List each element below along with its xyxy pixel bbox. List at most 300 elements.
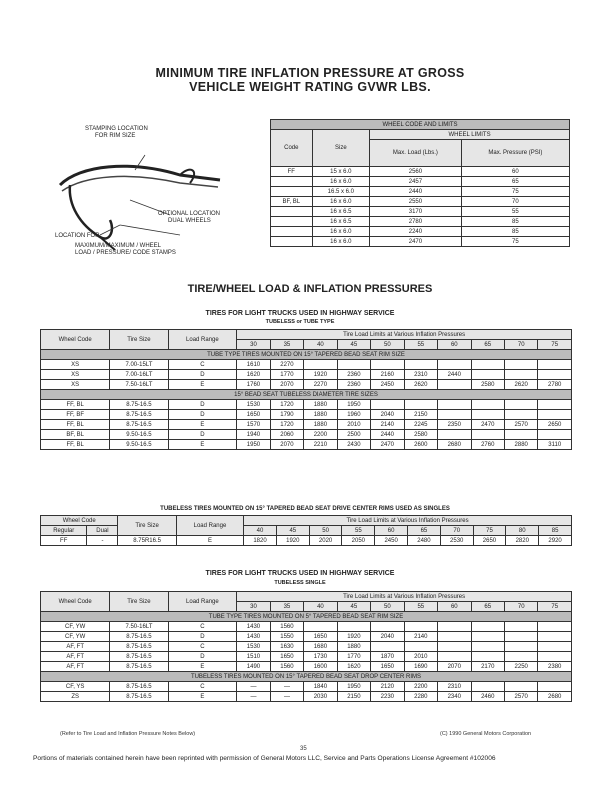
- data-cell: 7.50-16LT: [110, 380, 168, 390]
- data-cell: 2450: [375, 536, 408, 546]
- data-cell: [538, 360, 572, 370]
- section-bar-label: 15° BEAD SEAT TUBELESS DIAMETER TIRE SIZES: [41, 390, 572, 400]
- data-cell: [404, 400, 437, 410]
- data-cell: [504, 400, 537, 410]
- header-row: [41, 516, 572, 526]
- data-cell: 1570: [237, 420, 270, 430]
- data-cell: 1950: [237, 440, 270, 450]
- data-cell: [438, 400, 471, 410]
- col-tire-size: Tire Size: [110, 592, 168, 612]
- data-cell: 1950: [337, 400, 370, 410]
- data-cell: 2060: [270, 430, 303, 440]
- data-cell: 2380: [538, 662, 572, 672]
- data-cell: FF, BL: [41, 400, 110, 410]
- data-cell: 1530: [237, 642, 270, 652]
- footnote-right: (C) 1990 General Motors Corporation: [440, 731, 532, 737]
- data-cell: [538, 642, 572, 652]
- col-load-limits: Tire Load Limits at Various Inflation Pressures: [237, 592, 572, 602]
- data-cell: 2460: [471, 692, 504, 702]
- data-cell: AF, FT: [41, 652, 110, 662]
- pressure-header: 50: [371, 340, 404, 350]
- data-cell: FF, BL: [41, 420, 110, 430]
- page-title: [120, 66, 500, 94]
- wheel-cell: [271, 207, 313, 217]
- data-cell: [471, 682, 504, 692]
- data-cell: 2440: [371, 430, 404, 440]
- stamping-label: [85, 126, 148, 140]
- wheel-cell: 2457: [370, 177, 462, 187]
- data-cell: 8.75-16.5: [110, 632, 168, 642]
- location-label: [55, 233, 100, 240]
- data-cell: 2140: [404, 632, 437, 642]
- stamping-label-2: FOR RIM SIZE: [95, 133, 136, 139]
- data-cell: 2620: [504, 380, 537, 390]
- data-cell: 1650: [304, 632, 337, 642]
- wheel-cell: 70: [461, 197, 569, 207]
- data-cell: [471, 642, 504, 652]
- data-cell: D: [168, 652, 237, 662]
- data-cell: 2920: [539, 536, 572, 546]
- data-row: [41, 360, 572, 370]
- data-cell: [471, 632, 504, 642]
- wheel-row: [271, 177, 570, 187]
- pressure-header: 40: [304, 602, 337, 612]
- data-cell: 1530: [237, 400, 270, 410]
- pressure-header: 55: [404, 602, 437, 612]
- title-line-2: VEHICLE WEIGHT RATING GVWR LBS.: [189, 80, 431, 94]
- max-label-1: MAXIMUM/MAXIMUM / WHEEL: [75, 243, 162, 249]
- data-cell: BF, BL: [41, 430, 110, 440]
- header-row: [41, 330, 572, 340]
- data-cell: 2480: [408, 536, 441, 546]
- pressure-header: 70: [440, 526, 473, 536]
- data-cell: [337, 360, 370, 370]
- data-cell: 2200: [404, 682, 437, 692]
- data-cell: 2620: [404, 380, 437, 390]
- footer-text: Portions of materials contained herein have been reprinted with permission of General Motors LLC, Service and Parts Operations License Agreement #102006: [33, 755, 496, 762]
- data-cell: [471, 360, 504, 370]
- data-row: [41, 430, 572, 440]
- wheel-cell: 16 x 6.5: [312, 217, 369, 227]
- pressure-header: 45: [276, 526, 309, 536]
- wheel-row: [271, 237, 570, 247]
- data-cell: 2170: [471, 662, 504, 672]
- optional-label: [158, 211, 220, 225]
- pressure-header: 65: [408, 526, 441, 536]
- data-cell: 2310: [438, 682, 471, 692]
- data-cell: [371, 622, 404, 632]
- pressure-header: 70: [504, 340, 537, 350]
- section-title: TIRE/WHEEL LOAD & INFLATION PRESSURES: [187, 283, 433, 295]
- wheel-cell: 16 x 6.0: [312, 177, 369, 187]
- data-cell: [471, 370, 504, 380]
- wheel-cell: 2240: [370, 227, 462, 237]
- data-row: [41, 652, 572, 662]
- data-cell: [504, 642, 537, 652]
- data-cell: 2120: [371, 682, 404, 692]
- section-bar: [41, 350, 572, 360]
- data-cell: 1720: [270, 420, 303, 430]
- wheel-cell: 3170: [370, 207, 462, 217]
- wheel-col-code: Code: [271, 130, 313, 167]
- data-cell: -: [87, 536, 118, 546]
- wheel-cell: [271, 177, 313, 187]
- col-wheel-code: Wheel Code: [41, 592, 110, 612]
- data-cell: 2340: [438, 692, 471, 702]
- data-cell: 1680: [304, 642, 337, 652]
- data-row: [41, 632, 572, 642]
- data-cell: [504, 682, 537, 692]
- data-cell: 2310: [404, 370, 437, 380]
- data-cell: 1650: [371, 662, 404, 672]
- pressure-header: 60: [438, 602, 471, 612]
- data-cell: [538, 622, 572, 632]
- data-cell: 1920: [337, 632, 370, 642]
- data-cell: [404, 642, 437, 652]
- data-cell: 8.75-16.5: [110, 652, 168, 662]
- data-cell: 2470: [471, 420, 504, 430]
- data-cell: [471, 622, 504, 632]
- pressure-header: 40: [304, 340, 337, 350]
- stamping-label-1: STAMPING LOCATION: [85, 126, 148, 132]
- data-cell: [304, 360, 337, 370]
- wheel-row: [271, 197, 570, 207]
- data-row: [41, 370, 572, 380]
- wheel-cell: BF, BL: [271, 197, 313, 207]
- wheel-row: [271, 167, 570, 177]
- wheel-cell: 60: [461, 167, 569, 177]
- data-cell: [538, 370, 572, 380]
- data-cell: 1880: [337, 642, 370, 652]
- data-cell: XS: [41, 360, 110, 370]
- data-cell: CF, YW: [41, 632, 110, 642]
- data-cell: 7.50-16LT: [110, 622, 168, 632]
- data-cell: 1430: [237, 632, 270, 642]
- title-line-1: MINIMUM TIRE INFLATION PRESSURE AT GROSS: [155, 66, 465, 80]
- data-cell: 1880: [304, 420, 337, 430]
- t1-table: [40, 329, 572, 450]
- data-cell: 1650: [270, 652, 303, 662]
- data-cell: 2470: [371, 440, 404, 450]
- data-cell: [438, 380, 471, 390]
- data-cell: XS: [41, 370, 110, 380]
- data-cell: 9.50-16.5: [110, 440, 168, 450]
- section-bar: [41, 612, 572, 622]
- data-cell: 8.75-16.5: [110, 420, 168, 430]
- data-row: [41, 622, 572, 632]
- wheel-cell: 2470: [370, 237, 462, 247]
- data-cell: 2570: [504, 692, 537, 702]
- data-cell: C: [168, 622, 237, 632]
- pressure-header: 35: [270, 602, 303, 612]
- data-row: [41, 682, 572, 692]
- data-cell: 2680: [438, 440, 471, 450]
- wheel-row: [271, 217, 570, 227]
- data-cell: 1820: [244, 536, 277, 546]
- wheel-cell: 16 x 6.0: [312, 227, 369, 237]
- data-cell: [404, 622, 437, 632]
- t3-body: [41, 592, 572, 702]
- data-cell: 1920: [276, 536, 309, 546]
- data-cell: 1560: [270, 622, 303, 632]
- data-cell: 1770: [270, 370, 303, 380]
- pressure-header: 35: [270, 340, 303, 350]
- data-cell: 2245: [404, 420, 437, 430]
- data-cell: E: [176, 536, 243, 546]
- wheel-col-size: Size: [312, 130, 369, 167]
- data-cell: 2780: [538, 380, 572, 390]
- t3-table: [40, 591, 572, 702]
- data-cell: [504, 652, 537, 662]
- data-cell: [438, 410, 471, 420]
- col-tire-size: Tire Size: [110, 330, 168, 350]
- data-cell: 1770: [337, 652, 370, 662]
- data-cell: 2140: [371, 420, 404, 430]
- pressure-header: 65: [471, 340, 504, 350]
- max-label-2: LOAD / PRESSURE/ CODE STAMPS: [75, 250, 176, 256]
- data-cell: 8.75-16.5: [110, 692, 168, 702]
- pressure-header: 75: [538, 340, 572, 350]
- data-cell: 2360: [337, 380, 370, 390]
- data-cell: 2450: [371, 380, 404, 390]
- data-cell: [538, 652, 572, 662]
- wheel-table-header: WHEEL CODE AND LIMITS: [271, 120, 570, 130]
- data-cell: 2070: [270, 380, 303, 390]
- data-cell: [504, 632, 537, 642]
- data-cell: 1610: [237, 360, 270, 370]
- pressure-header: 55: [404, 340, 437, 350]
- data-cell: 1650: [237, 410, 270, 420]
- data-cell: [504, 370, 537, 380]
- data-cell: 1510: [237, 652, 270, 662]
- data-cell: 2200: [304, 430, 337, 440]
- pressure-header: 45: [337, 340, 370, 350]
- col-tire-size: Tire Size: [118, 516, 176, 536]
- data-cell: E: [168, 692, 237, 702]
- data-cell: [438, 652, 471, 662]
- data-cell: D: [168, 370, 237, 380]
- data-cell: [471, 410, 504, 420]
- data-cell: AF, FT: [41, 662, 110, 672]
- optional-label-1: OPTIONAL LOCATION: [158, 211, 221, 217]
- data-cell: C: [168, 682, 237, 692]
- data-cell: 2160: [371, 370, 404, 380]
- data-cell: —: [237, 682, 270, 692]
- data-cell: 2030: [304, 692, 337, 702]
- col-load-limits: Tire Load Limits at Various Inflation Pressures: [237, 330, 572, 340]
- section-bar: [41, 672, 572, 682]
- data-cell: 2050: [342, 536, 375, 546]
- data-cell: 8.75-16.5: [110, 682, 168, 692]
- data-cell: D: [168, 410, 237, 420]
- wheel-row: [271, 187, 570, 197]
- wheel-cell: 85: [461, 227, 569, 237]
- t2-body: [41, 516, 572, 546]
- data-cell: 1870: [371, 652, 404, 662]
- wheel-cell: 16 x 6.0: [312, 197, 369, 207]
- pressure-header: 50: [309, 526, 342, 536]
- data-cell: 2270: [304, 380, 337, 390]
- data-cell: 7.00-16LT: [110, 370, 168, 380]
- data-cell: [504, 430, 537, 440]
- data-cell: CF, YW: [41, 622, 110, 632]
- data-cell: 2650: [473, 536, 506, 546]
- pressure-header: 85: [539, 526, 572, 536]
- data-cell: [538, 400, 572, 410]
- t1-subtitle2: TUBELESS or TUBE TYPE: [265, 319, 335, 325]
- wheel-cell: 16 x 6.5: [312, 207, 369, 217]
- data-cell: 2570: [504, 420, 537, 430]
- data-cell: AF, FT: [41, 642, 110, 652]
- data-cell: 1730: [304, 652, 337, 662]
- data-cell: [438, 642, 471, 652]
- wheel-cell: 2560: [370, 167, 462, 177]
- data-cell: [371, 400, 404, 410]
- data-cell: [438, 430, 471, 440]
- location-label-1: LOCATION FOR: [55, 233, 100, 239]
- data-cell: 2070: [270, 440, 303, 450]
- pressure-header: 70: [504, 602, 537, 612]
- data-cell: 2430: [337, 440, 370, 450]
- data-cell: 1630: [270, 642, 303, 652]
- data-cell: E: [168, 380, 237, 390]
- data-cell: 2230: [371, 692, 404, 702]
- footnote-left: (Refer to Tire Load and Inflation Pressure Notes Below): [60, 731, 196, 737]
- col-load-range: Load Range: [176, 516, 243, 536]
- data-cell: [538, 430, 572, 440]
- data-cell: 2150: [337, 692, 370, 702]
- wheel-col-psi: Max. Pressure (PSI): [461, 140, 569, 167]
- data-cell: 1960: [337, 410, 370, 420]
- wheel-table-body: [271, 167, 570, 247]
- t3-subtitle: TIRES FOR LIGHT TRUCKS USED IN HIGHWAY SERVICE: [205, 570, 395, 577]
- col-wheel-code: Wheel Code: [41, 516, 118, 526]
- data-cell: 2530: [440, 536, 473, 546]
- data-cell: 2350: [438, 420, 471, 430]
- data-cell: 1490: [237, 662, 270, 672]
- pressure-header: 75: [538, 602, 572, 612]
- data-cell: 1790: [270, 410, 303, 420]
- data-cell: 1720: [270, 400, 303, 410]
- pressure-header: 40: [244, 526, 277, 536]
- data-cell: 1690: [404, 662, 437, 672]
- wheel-cell: 75: [461, 187, 569, 197]
- data-cell: 1600: [304, 662, 337, 672]
- data-cell: —: [237, 692, 270, 702]
- data-cell: 1550: [270, 632, 303, 642]
- data-cell: XS: [41, 380, 110, 390]
- data-cell: [371, 642, 404, 652]
- wheel-cell: 16 x 6.0: [312, 237, 369, 247]
- wheel-diagram: [40, 125, 280, 275]
- data-cell: 8.75R16.5: [118, 536, 176, 546]
- t3-subtitle2: TUBELESS SINGLE: [274, 580, 326, 586]
- t2-subtitle: TUBELESS TIRES MOUNTED ON 15° TAPERED BEAD SEAT DRIVE CENTER RIMS USED AS SINGLES: [160, 506, 450, 512]
- data-cell: C: [168, 642, 237, 652]
- data-cell: 2150: [404, 410, 437, 420]
- header-row: [41, 592, 572, 602]
- section-bar-label: TUBELESS TIRES MOUNTED ON 15° TAPERED BEAD SEAT DROP CENTER RIMS: [41, 672, 572, 682]
- wheel-row: [271, 207, 570, 217]
- data-cell: 2010: [337, 420, 370, 430]
- data-cell: 2280: [404, 692, 437, 702]
- section-bar: [41, 390, 572, 400]
- data-cell: 1430: [237, 622, 270, 632]
- data-cell: 2360: [337, 370, 370, 380]
- data-cell: 2600: [404, 440, 437, 450]
- data-cell: 2500: [337, 430, 370, 440]
- pressure-header: 80: [506, 526, 539, 536]
- data-cell: [471, 400, 504, 410]
- pressure-header: 45: [337, 602, 370, 612]
- section-bar-label: TUBE TYPE TIRES MOUNTED ON 15° TAPERED BEAD SEAT RIM SIZE: [41, 350, 572, 360]
- data-cell: CF, YS: [41, 682, 110, 692]
- data-cell: 2880: [504, 440, 537, 450]
- pressure-header: 60: [375, 526, 408, 536]
- data-cell: 8.75-16.5: [110, 410, 168, 420]
- data-cell: [504, 360, 537, 370]
- data-cell: FF, BF: [41, 410, 110, 420]
- data-cell: 7.00-15LT: [110, 360, 168, 370]
- wheel-cell: [271, 187, 313, 197]
- data-row: [41, 536, 572, 546]
- wheel-col-load: Max. Load (Lbs.): [370, 140, 462, 167]
- pressure-header: 55: [342, 526, 375, 536]
- data-cell: [304, 622, 337, 632]
- data-cell: [438, 360, 471, 370]
- data-cell: D: [168, 400, 237, 410]
- data-cell: 1940: [237, 430, 270, 440]
- data-row: [41, 420, 572, 430]
- pressure-header: 60: [438, 340, 471, 350]
- data-row: [41, 440, 572, 450]
- wheel-cell: 15 x 6.0: [312, 167, 369, 177]
- max-label: [75, 243, 176, 257]
- data-cell: E: [168, 440, 237, 450]
- wheel-row: [271, 227, 570, 237]
- data-cell: [471, 652, 504, 662]
- data-cell: ZS: [41, 692, 110, 702]
- data-cell: [471, 430, 504, 440]
- data-cell: 3110: [538, 440, 572, 450]
- t2-table: [40, 515, 572, 546]
- wheel-cell: 2780: [370, 217, 462, 227]
- wheel-cell: 2440: [370, 187, 462, 197]
- data-cell: C: [168, 360, 237, 370]
- data-cell: [504, 410, 537, 420]
- data-row: [41, 662, 572, 672]
- data-cell: 1620: [237, 370, 270, 380]
- data-cell: FF: [41, 536, 87, 546]
- data-cell: 2820: [506, 536, 539, 546]
- data-cell: 1560: [270, 662, 303, 672]
- data-cell: 1920: [304, 370, 337, 380]
- data-cell: [538, 632, 572, 642]
- data-cell: 2010: [404, 652, 437, 662]
- wheel-cell: [271, 227, 313, 237]
- data-cell: 2580: [404, 430, 437, 440]
- data-cell: 1880: [304, 410, 337, 420]
- data-row: [41, 400, 572, 410]
- wheel-cell: 65: [461, 177, 569, 187]
- data-cell: 2270: [270, 360, 303, 370]
- wheel-cell: [271, 237, 313, 247]
- data-cell: 2070: [438, 662, 471, 672]
- wheel-cell: 2550: [370, 197, 462, 207]
- data-cell: 8.75-16.5: [110, 662, 168, 672]
- pressure-header: 30: [237, 602, 270, 612]
- col-regular: Regular: [41, 526, 87, 536]
